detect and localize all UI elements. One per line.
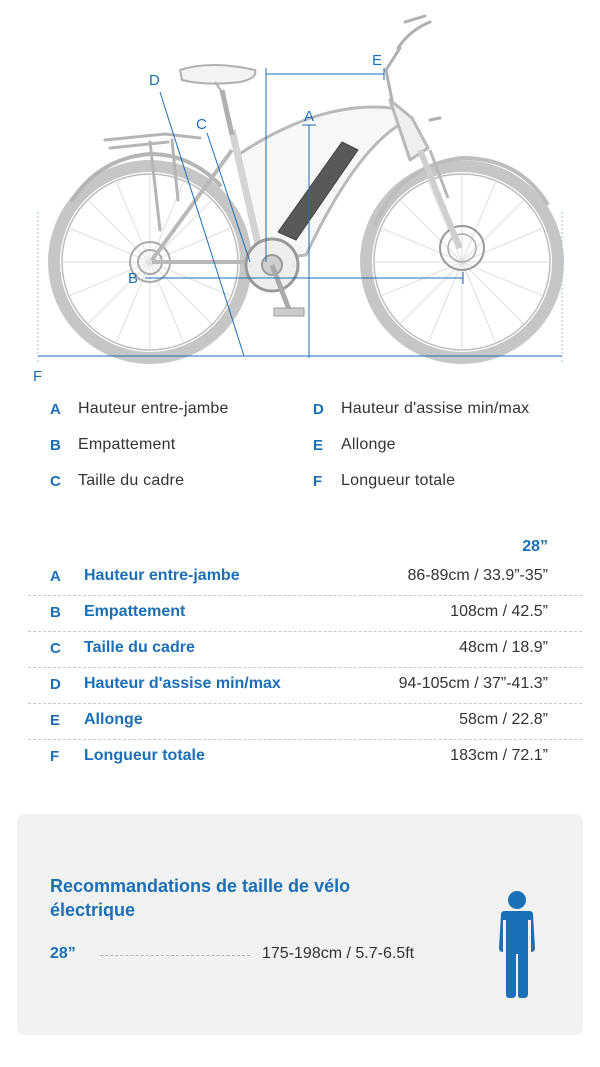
row-value: 108cm / 42.5”	[450, 603, 548, 620]
row-letter: A	[50, 567, 61, 585]
legend-letter: F	[313, 472, 323, 490]
table-row	[28, 738, 582, 774]
label-f: F	[33, 368, 43, 385]
recommendation-title: Recommandations de taille de vélo électrique	[50, 876, 351, 920]
saddle	[180, 65, 255, 135]
legend-text: Allonge	[341, 436, 396, 453]
size-recommendation-card	[17, 814, 583, 1035]
table-row	[28, 666, 582, 702]
legend-letter: B	[50, 436, 61, 454]
dotted-leader	[100, 955, 250, 956]
legend-text: Longueur totale	[341, 472, 456, 489]
legend-letter: E	[313, 436, 324, 454]
label-a: A	[304, 108, 315, 125]
row-name: Allonge	[84, 711, 143, 728]
row-value: 86-89cm / 33.9”-35”	[407, 567, 548, 584]
row-name: Longueur totale	[84, 747, 205, 764]
legend-text: Empattement	[78, 436, 176, 453]
row-letter: D	[50, 675, 61, 693]
legend-item	[50, 398, 229, 420]
legend-item	[50, 434, 175, 456]
legend-item	[313, 398, 529, 420]
bike-illustration	[0, 0, 600, 390]
label-e: E	[372, 52, 383, 69]
row-value: 183cm / 72.1”	[450, 747, 548, 764]
legend-letter: C	[50, 472, 61, 490]
row-name: Hauteur entre-jambe	[84, 567, 240, 584]
table-column-header: 28”	[522, 538, 548, 555]
row-value: 94-105cm / 37”-41.3”	[398, 675, 548, 692]
legend-item	[50, 470, 184, 492]
label-c: C	[196, 116, 207, 133]
legend-letter: A	[50, 400, 61, 418]
label-b: B	[128, 270, 139, 287]
table-row	[28, 558, 582, 594]
label-d: D	[149, 72, 160, 89]
person-icon	[495, 890, 539, 1003]
table-row	[28, 594, 582, 630]
bike-geometry-diagram	[0, 0, 600, 390]
table-row	[28, 702, 582, 738]
row-name: Empattement	[84, 603, 186, 620]
row-value: 48cm / 18.9”	[459, 639, 548, 656]
legend-item	[313, 470, 455, 492]
table-row	[28, 630, 582, 666]
recommendation-range: 175-198cm / 5.7-6.5ft	[262, 945, 415, 962]
legend-letter: D	[313, 400, 324, 418]
legend-text: Hauteur d'assise min/max	[341, 400, 530, 417]
legend-item	[313, 434, 396, 456]
row-value: 58cm / 22.8”	[459, 711, 548, 728]
measurement-legend	[0, 398, 600, 498]
legend-text: Hauteur entre-jambe	[78, 400, 229, 417]
legend-text: Taille du cadre	[78, 472, 185, 489]
row-letter: F	[50, 747, 60, 765]
row-name: Hauteur d'assise min/max	[84, 675, 281, 692]
row-letter: C	[50, 639, 61, 657]
recommendation-size: 28”	[50, 945, 76, 962]
row-letter: B	[50, 603, 61, 621]
row-name: Taille du cadre	[84, 639, 195, 656]
row-letter: E	[50, 711, 61, 729]
